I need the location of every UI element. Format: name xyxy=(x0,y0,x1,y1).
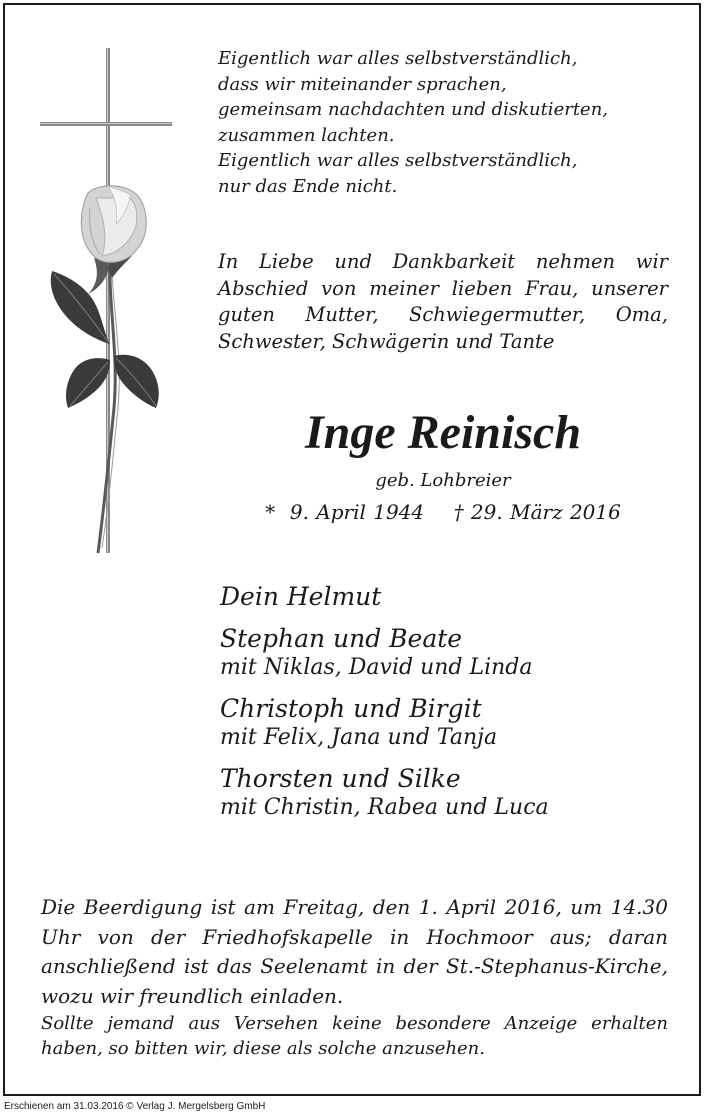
poem-line: gemeinsam nachdachten und diskutierten, xyxy=(218,99,609,121)
mourner-children: mit Niklas, David und Linda xyxy=(220,655,533,680)
life-dates xyxy=(218,500,668,524)
poem-line: Eigentlich war alles selbstverständlich, xyxy=(218,48,578,69)
mourner-children: mit Christin, Rabea und Luca xyxy=(220,795,549,820)
rose-icon xyxy=(51,186,159,553)
birth-date: * 9. April 1944 xyxy=(265,500,425,524)
poem-line: zusammen lachten. xyxy=(218,124,395,146)
poem-line: nur das Ende nicht. xyxy=(218,175,398,197)
birth-name: geb. Lohbreier xyxy=(375,470,511,491)
death-date: † 29. März 2016 xyxy=(453,500,621,524)
mourners-list xyxy=(220,582,680,834)
poem-line: Eigentlich war alles selbstverständlich, xyxy=(218,150,578,172)
deceased-name: Inge Reinisch xyxy=(304,406,582,459)
mourner-name: Stephan und Beate xyxy=(220,624,463,653)
memorial-poem xyxy=(218,46,668,200)
mourner-group xyxy=(220,764,680,822)
funeral-details: Die Beerdigung ist am Freitag, den 1. April 2016, um 14.30 Uhr von der Friedhofskapelle in Hochmoor aus; daran anschließend ist das Seelenamt in der St.-Stephanus-Kirche, wozu wir freundlich einladen. xyxy=(41,895,668,1008)
mourner-name: Dein Helmut xyxy=(220,582,382,611)
publication-footer: Erschienen am 31.03.2016 © Verlag J. Mergelsberg GmbH xyxy=(4,1101,266,1112)
mourner-children: mit Felix, Jana und Tanja xyxy=(220,725,498,750)
mourner-group xyxy=(220,694,680,752)
cross-and-rose-illustration xyxy=(38,48,208,558)
mourner-group xyxy=(220,624,680,682)
mourner-name: Christoph und Birgit xyxy=(220,694,482,723)
notice-text: Sollte jemand aus Versehen keine besondere Anzeige erhalten haben, so bitten wir, diese als solche anzusehen. xyxy=(41,1013,668,1059)
mourner-group xyxy=(220,582,680,612)
poem-line: dass wir miteinander sprachen, xyxy=(218,73,507,95)
farewell-intro: In Liebe und Dankbarkeit nehmen wir Abschied von meiner lieben Frau, unserer guten Mutter, Schwiegermutter, Oma, Schwester, Schwägerin und Tante xyxy=(218,250,668,353)
mourner-name: Thorsten und Silke xyxy=(220,764,461,793)
